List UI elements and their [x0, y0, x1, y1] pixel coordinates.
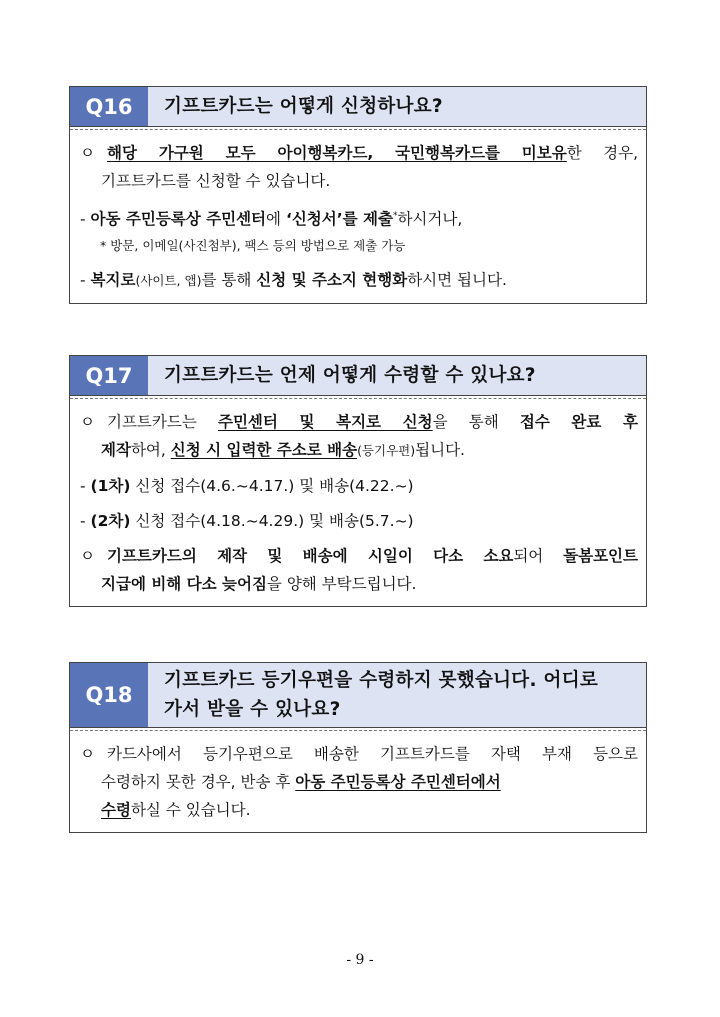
bullet: ㅇ — [80, 745, 95, 763]
question-title — [148, 663, 646, 727]
bullet: ㅇ — [80, 144, 95, 162]
question-label: Q18 — [70, 663, 148, 727]
page-number: - 9 - — [346, 952, 374, 968]
answer-body — [70, 129, 646, 303]
answer-item: - 복지로(사이트, 앱)를 통해 신청 및 주소지 현행화하시면 됩니다. — [80, 271, 507, 290]
question-row — [70, 87, 646, 127]
answer-text: 지급에 비해 다소 늦어짐을 양해 부탁드립니다. — [101, 575, 417, 593]
answer-item: ㅇ 기프트카드의 제작 및 배송에 시일이 다소 소요되어 돌봄포인트 — [80, 542, 638, 570]
answer-item: ㅇ 해당 가구원 모두 아이행복카드, 국민행복카드를 미보유한 경우, — [80, 139, 638, 167]
answer-item: - 아동 주민등록상 주민센터에 ‘신청서’를 제출*하시거나, — [80, 210, 463, 229]
question-row — [70, 663, 646, 728]
bullet: ㅇ — [80, 547, 95, 565]
answer-item: ㅇ 카드사에서 등기우편으로 배송한 기프트카드를 자택 부재 등으로 — [80, 740, 638, 768]
question-row — [70, 356, 646, 396]
question-title-line: 가서 받을 수 있나요? — [164, 699, 341, 720]
answer-text: 제작하여, 신청 시 입력한 주소로 배송(등기우편)됩니다. — [101, 441, 465, 459]
answer-item: - (2차) 신청 접수(4.18.~4.29.) 및 배송(5.7.~) — [80, 512, 414, 530]
question-title: 기프트카드는 어떻게 신청하나요? — [148, 87, 646, 126]
answer-text: 수령하지 못한 경우, 반송 후 아동 주민등록상 주민센터에서 — [101, 773, 501, 791]
footnote: * 방문, 이메일(사진첨부), 팩스 등의 방법으로 제출 가능 — [100, 238, 406, 254]
answer-item: - (1차) 신청 접수(4.6.~4.17.) 및 배송(4.22.~) — [80, 477, 414, 495]
answer-item: ㅇ 기프트카드는 주민센터 및 복지로 신청을 통해 접수 완료 후 — [80, 408, 638, 436]
answer-body — [70, 398, 646, 606]
question-title: 기프트카드는 언제 어떻게 수령할 수 있나요? — [148, 356, 646, 395]
qa-box-q17 — [69, 355, 647, 607]
question-label: Q16 — [70, 87, 148, 126]
qa-box-q16 — [69, 86, 647, 304]
answer-body — [70, 730, 646, 832]
question-title-line: 기프트카드 등기우편을 수령하지 못했습니다. 어디로 — [164, 670, 599, 691]
answer-text: 수령하실 수 있습니다. — [101, 801, 251, 819]
bullet: ㅇ — [80, 413, 95, 431]
question-label: Q17 — [70, 356, 148, 395]
answer-text: 기프트카드를 신청할 수 있습니다. — [101, 172, 331, 190]
qa-box-q18 — [69, 662, 647, 833]
